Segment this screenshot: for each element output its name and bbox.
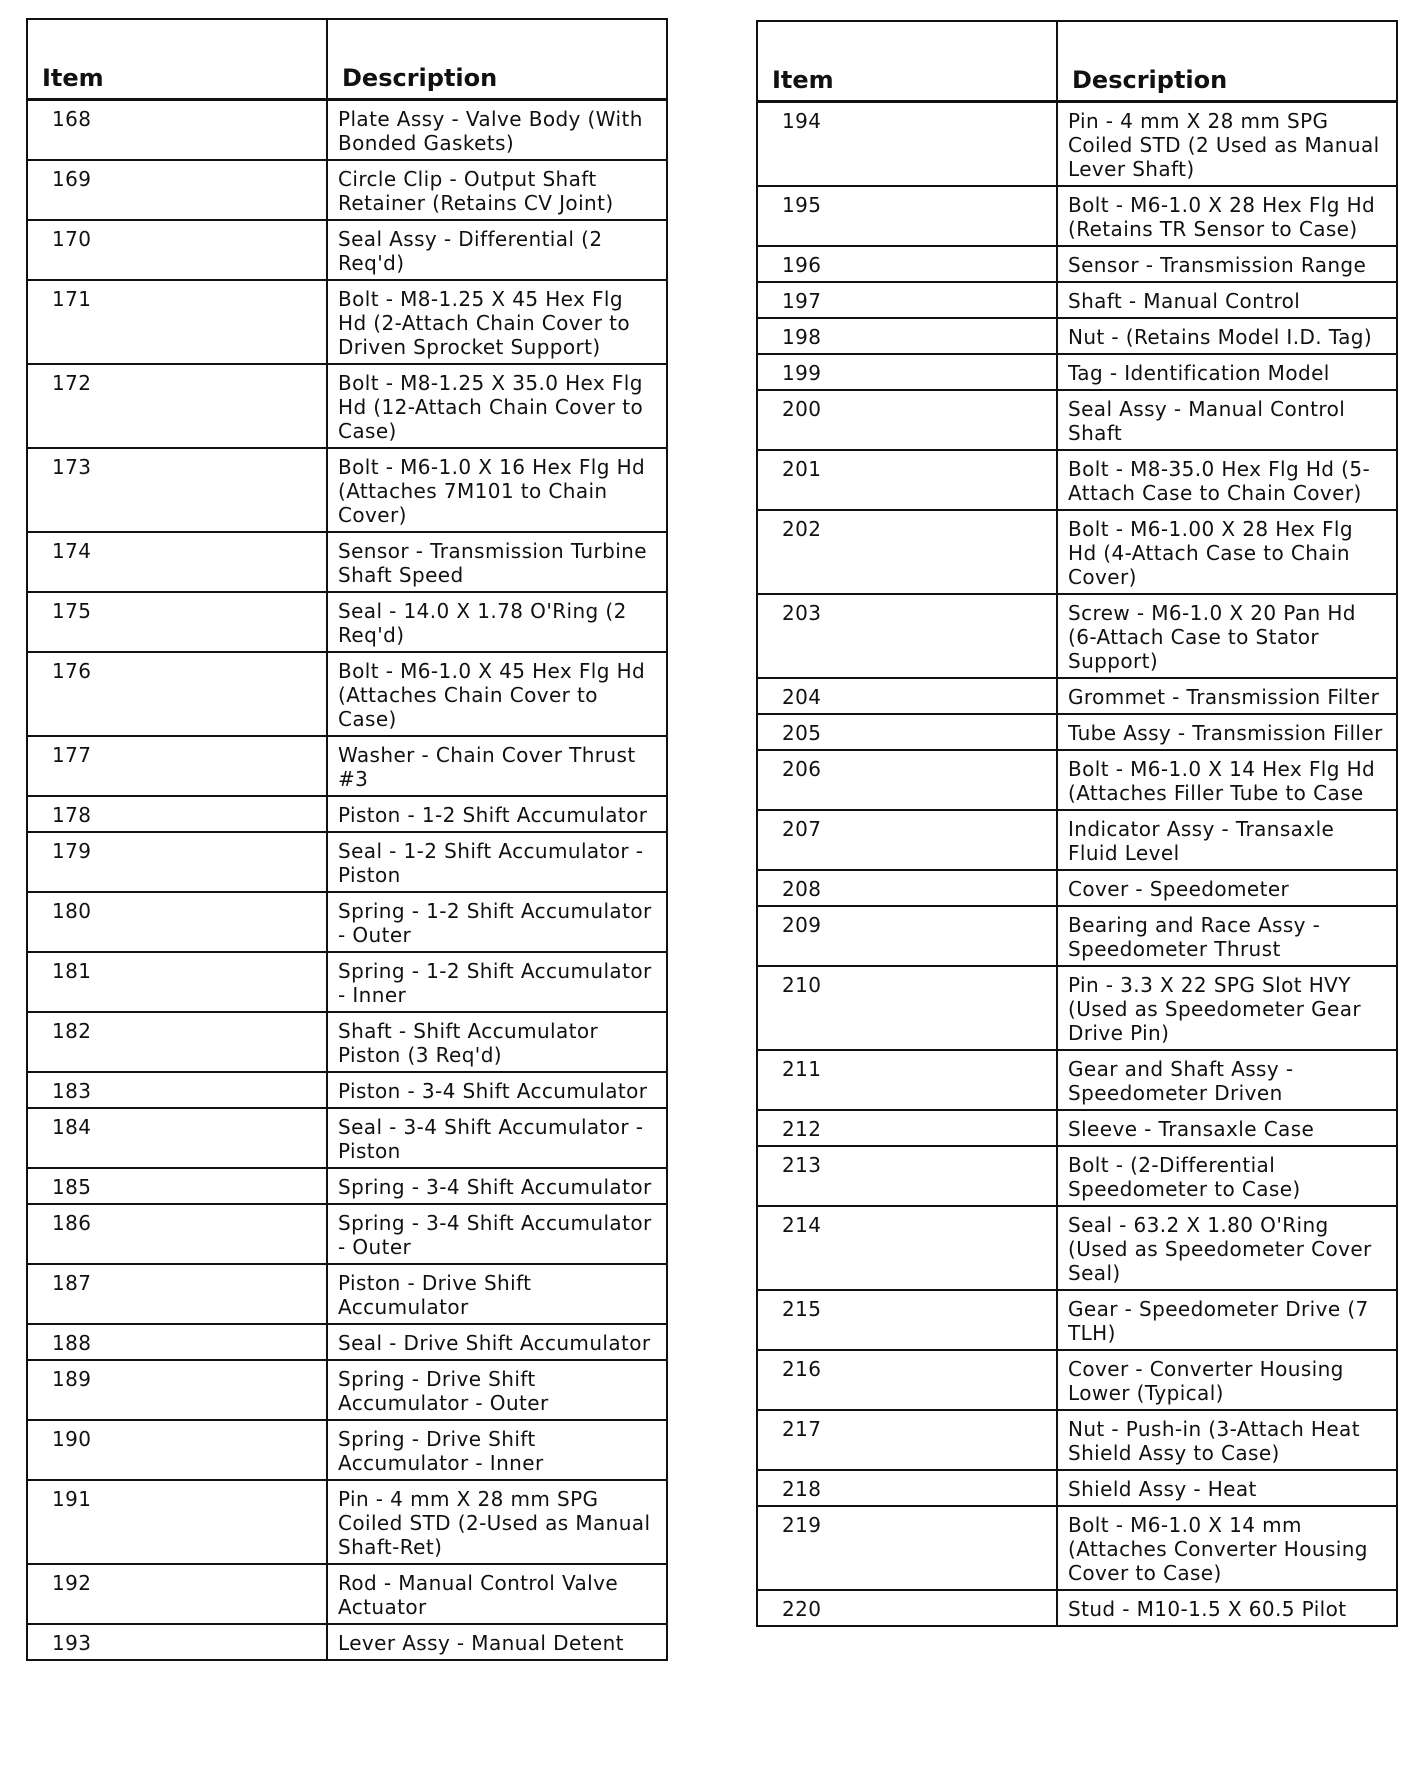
table-row: [27, 100, 667, 161]
item-number: 194: [757, 102, 1057, 187]
table-row: [27, 592, 667, 652]
item-description: Spring - Drive Shift Accumulator - Inner: [327, 1420, 667, 1480]
table-row: [757, 966, 1397, 1050]
table-row: [27, 160, 667, 220]
item-number: 216: [757, 1350, 1057, 1410]
item-description: Nut - Push-in (3-Attach Heat Shield Assy to Case): [1057, 1410, 1397, 1470]
item-number: 171: [27, 280, 327, 364]
item-number: 193: [27, 1624, 327, 1660]
item-number: 186: [27, 1204, 327, 1264]
item-description: Spring - 1-2 Shift Accumulator - Outer: [327, 892, 667, 952]
item-number: 185: [27, 1168, 327, 1204]
item-number: 203: [757, 594, 1057, 678]
item-description: Bolt - M6-1.0 X 45 Hex Flg Hd (Attaches Chain Cover to Case): [327, 652, 667, 736]
item-description: Lever Assy - Manual Detent: [327, 1624, 667, 1660]
table-row: [27, 448, 667, 532]
item-description: Plate Assy - Valve Body (With Bonded Gaskets): [327, 100, 667, 161]
item-number: 218: [757, 1470, 1057, 1506]
table-row: [27, 532, 667, 592]
item-description: Indicator Assy - Transaxle Fluid Level: [1057, 810, 1397, 870]
table-row: [27, 1360, 667, 1420]
item-description: Seal - 14.0 X 1.78 O'Ring (2 Req'd): [327, 592, 667, 652]
item-number: 195: [757, 186, 1057, 246]
item-description: Cover - Converter Housing Lower (Typical): [1057, 1350, 1397, 1410]
item-description: Seal Assy - Manual Control Shaft: [1057, 390, 1397, 450]
item-number: 214: [757, 1206, 1057, 1290]
table-header-row: [27, 19, 667, 100]
item-description: Spring - 3-4 Shift Accumulator - Outer: [327, 1204, 667, 1264]
table-row: [757, 906, 1397, 966]
item-number: 184: [27, 1108, 327, 1168]
table-row: [27, 1264, 667, 1324]
item-description: Bolt - M6-1.0 X 14 Hex Flg Hd (Attaches Filler Tube to Case: [1057, 750, 1397, 810]
item-number: 192: [27, 1564, 327, 1624]
item-number: 178: [27, 796, 327, 832]
item-number: 205: [757, 714, 1057, 750]
item-number: 177: [27, 736, 327, 796]
item-description: Sensor - Transmission Turbine Shaft Speed: [327, 532, 667, 592]
item-number: 179: [27, 832, 327, 892]
item-description: Seal - 63.2 X 1.80 O'Ring (Used as Speedometer Cover Seal): [1057, 1206, 1397, 1290]
table-row: [27, 364, 667, 448]
item-number: 176: [27, 652, 327, 736]
table-row: [757, 450, 1397, 510]
table-row: [757, 186, 1397, 246]
table-row: [27, 1108, 667, 1168]
table-row: [757, 102, 1397, 187]
table-row: [757, 1110, 1397, 1146]
item-description: Washer - Chain Cover Thrust #3: [327, 736, 667, 796]
table-row: [27, 1072, 667, 1108]
item-description: Pin - 4 mm X 28 mm SPG Coiled STD (2-Used as Manual Shaft-Ret): [327, 1480, 667, 1564]
item-number: 212: [757, 1110, 1057, 1146]
item-description: Tube Assy - Transmission Filler: [1057, 714, 1397, 750]
item-description: Bolt - M6-1.0 X 16 Hex Flg Hd (Attaches 7M101 to Chain Cover): [327, 448, 667, 532]
item-number: 182: [27, 1012, 327, 1072]
item-description: Pin - 3.3 X 22 SPG Slot HVY (Used as Speedometer Gear Drive Pin): [1057, 966, 1397, 1050]
item-number: 207: [757, 810, 1057, 870]
item-description: Screw - M6-1.0 X 20 Pan Hd (6-Attach Case to Stator Support): [1057, 594, 1397, 678]
item-description: Cover - Speedometer: [1057, 870, 1397, 906]
table-row: [757, 1146, 1397, 1206]
item-description: Seal - Drive Shift Accumulator: [327, 1324, 667, 1360]
item-description: Stud - M10-1.5 X 60.5 Pilot: [1057, 1590, 1397, 1626]
item-number: 180: [27, 892, 327, 952]
item-number: 175: [27, 592, 327, 652]
item-number: 198: [757, 318, 1057, 354]
item-number: 210: [757, 966, 1057, 1050]
item-description: Seal - 1-2 Shift Accumulator - Piston: [327, 832, 667, 892]
table-row: [757, 870, 1397, 906]
parts-table-left: [26, 18, 668, 1661]
item-number: 213: [757, 1146, 1057, 1206]
item-description: Bolt - M6-1.0 X 14 mm (Attaches Converter Housing Cover to Case): [1057, 1506, 1397, 1590]
table-row: [27, 220, 667, 280]
item-description: Bolt - M6-1.0 X 28 Hex Flg Hd (Retains TR Sensor to Case): [1057, 186, 1397, 246]
table-row: [757, 1206, 1397, 1290]
description-column-header: Description: [327, 19, 667, 100]
item-description: Sleeve - Transaxle Case: [1057, 1110, 1397, 1146]
table-row: [757, 1470, 1397, 1506]
item-description: Bearing and Race Assy - Speedometer Thrust: [1057, 906, 1397, 966]
table-row: [757, 354, 1397, 390]
item-number: 191: [27, 1480, 327, 1564]
item-number: 201: [757, 450, 1057, 510]
table-row: [757, 1410, 1397, 1470]
table-row: [27, 952, 667, 1012]
item-description: Piston - 3-4 Shift Accumulator: [327, 1072, 667, 1108]
table-row: [27, 1204, 667, 1264]
table-row: [757, 282, 1397, 318]
table-row: [757, 390, 1397, 450]
item-number: 217: [757, 1410, 1057, 1470]
item-number: 170: [27, 220, 327, 280]
table-row: [27, 832, 667, 892]
item-number: 189: [27, 1360, 327, 1420]
item-description: Circle Clip - Output Shaft Retainer (Retains CV Joint): [327, 160, 667, 220]
item-description: Shield Assy - Heat: [1057, 1470, 1397, 1506]
item-number: 168: [27, 100, 327, 161]
item-number: 197: [757, 282, 1057, 318]
item-number: 173: [27, 448, 327, 532]
table-row: [757, 1506, 1397, 1590]
item-description: Spring - 3-4 Shift Accumulator: [327, 1168, 667, 1204]
table-row: [757, 750, 1397, 810]
table-row: [27, 652, 667, 736]
table-row: [27, 1324, 667, 1360]
item-description: Grommet - Transmission Filter: [1057, 678, 1397, 714]
table-row: [27, 1564, 667, 1624]
item-number: 204: [757, 678, 1057, 714]
item-description: Bolt - M8-35.0 Hex Flg Hd (5-Attach Case to Chain Cover): [1057, 450, 1397, 510]
table-row: [757, 678, 1397, 714]
item-number: 206: [757, 750, 1057, 810]
table-row: [27, 1420, 667, 1480]
item-number: 199: [757, 354, 1057, 390]
item-description: Tag - Identification Model: [1057, 354, 1397, 390]
item-number: 181: [27, 952, 327, 1012]
table-row: [27, 280, 667, 364]
description-column-header: Description: [1057, 21, 1397, 102]
table-header-row: [757, 21, 1397, 102]
item-description: Gear and Shaft Assy - Speedometer Driven: [1057, 1050, 1397, 1110]
item-description: Rod - Manual Control Valve Actuator: [327, 1564, 667, 1624]
item-number: 183: [27, 1072, 327, 1108]
item-number: 209: [757, 906, 1057, 966]
item-description: Shaft - Shift Accumulator Piston (3 Req'd): [327, 1012, 667, 1072]
item-number: 172: [27, 364, 327, 448]
item-description: Pin - 4 mm X 28 mm SPG Coiled STD (2 Used as Manual Lever Shaft): [1057, 102, 1397, 187]
item-description: Spring - Drive Shift Accumulator - Outer: [327, 1360, 667, 1420]
table-row: [27, 1012, 667, 1072]
table-row: [757, 714, 1397, 750]
item-description: Gear - Speedometer Drive (7 TLH): [1057, 1290, 1397, 1350]
table-row: [757, 510, 1397, 594]
item-description: Bolt - M8-1.25 X 45 Hex Flg Hd (2-Attach Chain Cover to Driven Sprocket Support): [327, 280, 667, 364]
table-row: [757, 810, 1397, 870]
parts-table-right: [756, 20, 1398, 1627]
item-number: 196: [757, 246, 1057, 282]
table-row: [27, 892, 667, 952]
item-description: Bolt - M6-1.00 X 28 Hex Flg Hd (4-Attach Case to Chain Cover): [1057, 510, 1397, 594]
table-row: [757, 594, 1397, 678]
table-row: [27, 1168, 667, 1204]
item-number: 219: [757, 1506, 1057, 1590]
item-number: 215: [757, 1290, 1057, 1350]
item-column-header: Item: [757, 21, 1057, 102]
item-description: Bolt - (2-Differential Speedometer to Case): [1057, 1146, 1397, 1206]
item-number: 187: [27, 1264, 327, 1324]
item-description: Spring - 1-2 Shift Accumulator - Inner: [327, 952, 667, 1012]
table-row: [757, 1290, 1397, 1350]
item-number: 202: [757, 510, 1057, 594]
table-row: [757, 318, 1397, 354]
item-description: Piston - Drive Shift Accumulator: [327, 1264, 667, 1324]
table-row: [757, 246, 1397, 282]
table-row: [757, 1050, 1397, 1110]
item-column-header: Item: [27, 19, 327, 100]
table-row: [27, 1624, 667, 1660]
item-description: Bolt - M8-1.25 X 35.0 Hex Flg Hd (12-Attach Chain Cover to Case): [327, 364, 667, 448]
table-row: [27, 796, 667, 832]
table-row: [27, 1480, 667, 1564]
item-number: 220: [757, 1590, 1057, 1626]
item-number: 200: [757, 390, 1057, 450]
item-number: 208: [757, 870, 1057, 906]
item-number: 174: [27, 532, 327, 592]
table-row: [27, 736, 667, 796]
item-number: 188: [27, 1324, 327, 1360]
item-description: Shaft - Manual Control: [1057, 282, 1397, 318]
item-description: Seal - 3-4 Shift Accumulator - Piston: [327, 1108, 667, 1168]
item-description: Seal Assy - Differential (2 Req'd): [327, 220, 667, 280]
table-row: [757, 1350, 1397, 1410]
item-description: Sensor - Transmission Range: [1057, 246, 1397, 282]
item-number: 190: [27, 1420, 327, 1480]
table-row: [757, 1590, 1397, 1626]
item-description: Nut - (Retains Model I.D. Tag): [1057, 318, 1397, 354]
item-number: 211: [757, 1050, 1057, 1110]
item-number: 169: [27, 160, 327, 220]
item-description: Piston - 1-2 Shift Accumulator: [327, 796, 667, 832]
